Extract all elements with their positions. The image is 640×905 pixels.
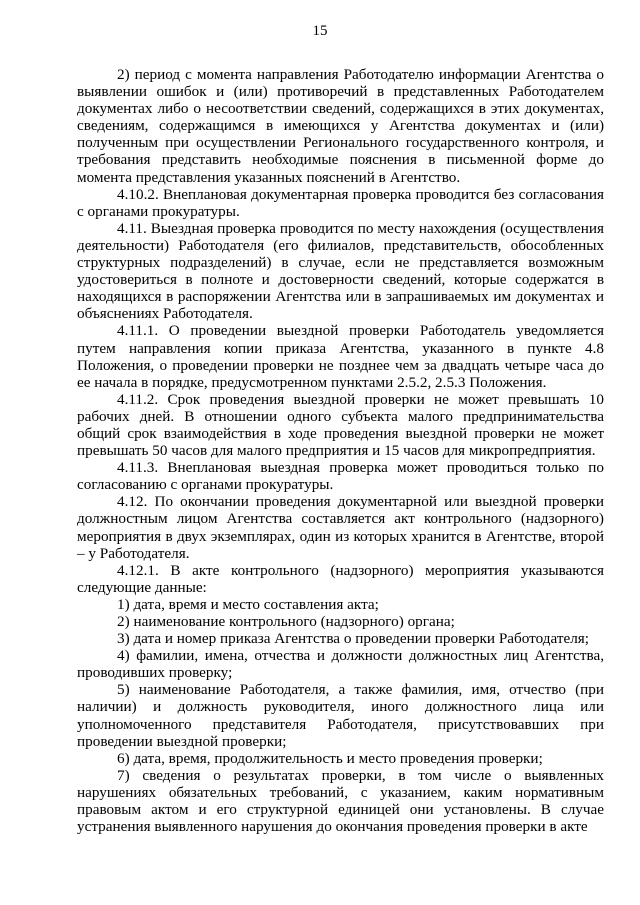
paragraph-4-11-2: 4.11.2. Срок проведения выездной проверки не может превышать 10 рабочих дней. В отношении одного субъекта малого предпринимательства общий срок взаимодействия в ходе проведения выездной проверки не может превышать 50 часов для малого предприятия и 15 часов для микропредприятия. bbox=[77, 390, 604, 460]
document-body bbox=[77, 66, 604, 835]
page-number: 15 bbox=[312, 23, 328, 39]
list-item-3: 3) дата и номер приказа Агентства о проведении проверки Работодателя; bbox=[117, 630, 589, 648]
paragraph-4-11-1: 4.11.1. О проведении выездной проверки Работодатель уведомляется путем направления копии приказа Агентства, указанного в пункте 4.8 Положения, о проведении проверки не позднее чем за двадцать четыре часа до ее начала в порядке, предусмотренном пунктами 2.5.2, 2.5.3 Положения. bbox=[77, 322, 604, 391]
paragraph-4-11: 4.11. Выездная проверка проводится по месту нахождения (осуществления деятельности) Работодателя (его филиалов, представительств, обособленных структурных подразделений) в случае, если не представляется возможным удостовериться в полноте и достоверности сведений, которые содержатся в находящихся в распоряжении Агентства или в запрашиваемых им документах и объяснениях Работодателя. bbox=[77, 219, 604, 323]
paragraph-4-12-1: 4.12.1. В акте контрольного (надзорного) мероприятия указываются следующие данные: bbox=[77, 561, 604, 596]
paragraph-4-12: 4.12. По окончании проведения документарной или выездной проверки должностным лицом Агентства составляется акт контрольного (надзорного) мероприятия в двух экземплярах, один из которых хранится в Агентстве, второй – у Работодателя. bbox=[77, 493, 604, 562]
list-item-4: 4) фамилии, имена, отчества и должности должностных лиц Агентства, проводивших проверку; bbox=[77, 647, 604, 682]
paragraph-4-10-2: 4.10.2. Внеплановая документарная проверка проводится без согласования с органами прокуратуры. bbox=[77, 185, 604, 220]
paragraph-4-11-3: 4.11.3. Внеплановая выездная проверка может проводиться только по согласованию с органами прокуратуры. bbox=[77, 459, 604, 494]
paragraph-period-clause-2: 2) период с момента направления Работодателю информации Агентства о выявлении ошибок и (или) противоречий в представленных Работодателем документах либо о несоответствии сведений, содержащихся в этих документах, сведениям, содержащимся в имеющихся у Агентства документах и (или) полученным при осуществлении Регионального государственного контроля, и требования представить необходимые пояснения в письменной форме до момента представления указанных пояснений в Агентство. bbox=[77, 66, 604, 186]
list-item-7: 7) сведения о результатах проверки, в том числе о выявленных нарушениях обязательных требований, с указанием, каким нормативным правовым актом и его структурной единицей они установлены. В случае устранения выявленного нарушения до окончания проведения проверки в акте bbox=[77, 766, 604, 836]
list-item-5: 5) наименование Работодателя, а также фамилия, имя, отчество (при наличии) и должность руководителя, иного должностного лица или уполномоченного представителя Работодателя, присутствовавших при проведении выездной проверки; bbox=[77, 681, 604, 750]
list-item-2: 2) наименование контрольного (надзорного) органа; bbox=[117, 613, 455, 630]
list-item-1: 1) дата, время и место составления акта; bbox=[117, 595, 379, 613]
list-item-6: 6) дата, время, продолжительность и место проведения проверки; bbox=[117, 749, 543, 767]
